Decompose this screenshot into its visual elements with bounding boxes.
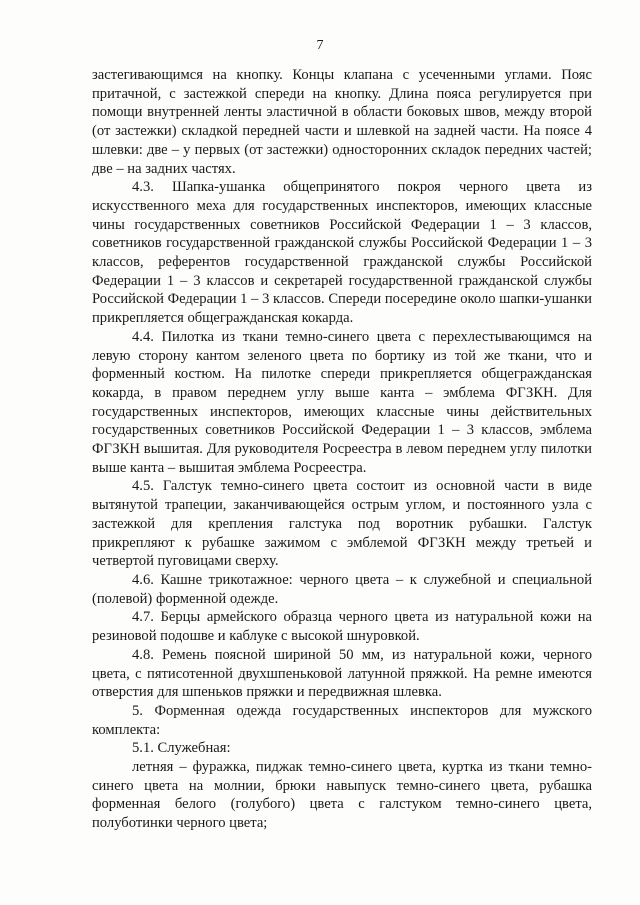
paragraph-4-8: 4.8. Ремень поясной шириной 50 мм, из натуральной кожи, черного цвета, с пятисотенной двухшпеньковой латунной пряжкой. На ремне имеются отверстия для шпеньков пряжки и передвижная шлевка. — [92, 646, 592, 701]
paragraph-5: 5. Форменная одежда государственных инспекторов для мужского комплекта: — [92, 702, 592, 738]
paragraph-4-7: 4.7. Берцы армейского образца черного цвета из натуральной кожи на резиновой подошве и каблуке с высокой шнуровкой. — [92, 609, 592, 645]
page-number: 7 — [316, 38, 324, 53]
document-body — [92, 66, 592, 833]
paragraph-5-1: 5.1. Служебная: — [132, 740, 231, 757]
paragraph-4-3: 4.3. Шапка-ушанка общепринятого покроя черного цвета из искусственного меха для государственных инспекторов, имеющих классные чины государственных советников Российской Федерации 1 – 3 классов, советников государственной гражданской службы Российской Федерации 1 – 3 классов, референтов государственной гражданской службы Российской Федерации 1 – 3 классов и секретарей государственной гражданской службы Российской Федерации 1 – 3 классов. Спереди посередине около шапки-ушанки прикрепляется общегражданская кокарда. — [92, 179, 592, 327]
paragraph-4-4: 4.4. Пилотка из ткани темно-синего цвета с перехлестывающимся на левую сторону кантом зеленого цвета по бортику из той же ткани, что и форменный костюм. На пилотке спереди прикрепляется общегражданская кокарда, в правом переднем углу выше канта – эмблема ФГЗКН. Для государственных инспекторов, имеющих классные чины действительных государственных советников Российской Федерации 1 – 3 классов, эмблема ФГЗКН вышитая. Для руководителя Росреестра в левом переднем углу пилотки выше канта – вышитая эмблема Росреестра. — [92, 328, 592, 476]
paragraph-4-5: 4.5. Галстук темно-синего цвета состоит из основной части в виде вытянутой трапеции, заканчивающейся острым углом, и постоянного узла с застежкой для крепления галстука под воротник рубашки. Галстук прикрепляют к рубашке зажимом с эмблемой ФГЗКН между третьей и четвертой пуговицами сверху. — [92, 478, 592, 570]
paragraph-continuation: застегивающимся на кнопку. Концы клапана с усеченными углами. Пояс притачной, с застежкой спереди на кнопку. Длина пояса регулируется при помощи внутренней ленты эластичной в области боковых швов, между второй (от застежки) складкой передней части и шлевкой на задней части. На поясе 4 шлевки: две – у первых (от застежки) односторонних складок передних частей; две – на задних частях. — [92, 67, 592, 177]
paragraph-summer-set: летняя – фуражка, пиджак темно-синего цвета, куртка из ткани темно-синего цвета на молнии, брюки навыпуск темно-синего цвета, рубашка форменная белого (голубого) цвета с галстуком темно-синего цвета, полуботинки черного цвета; — [92, 759, 592, 832]
paragraph-4-6: 4.6. Кашне трикотажное: черного цвета – к служебной и специальной (полевой) форменной одежде. — [92, 571, 592, 607]
